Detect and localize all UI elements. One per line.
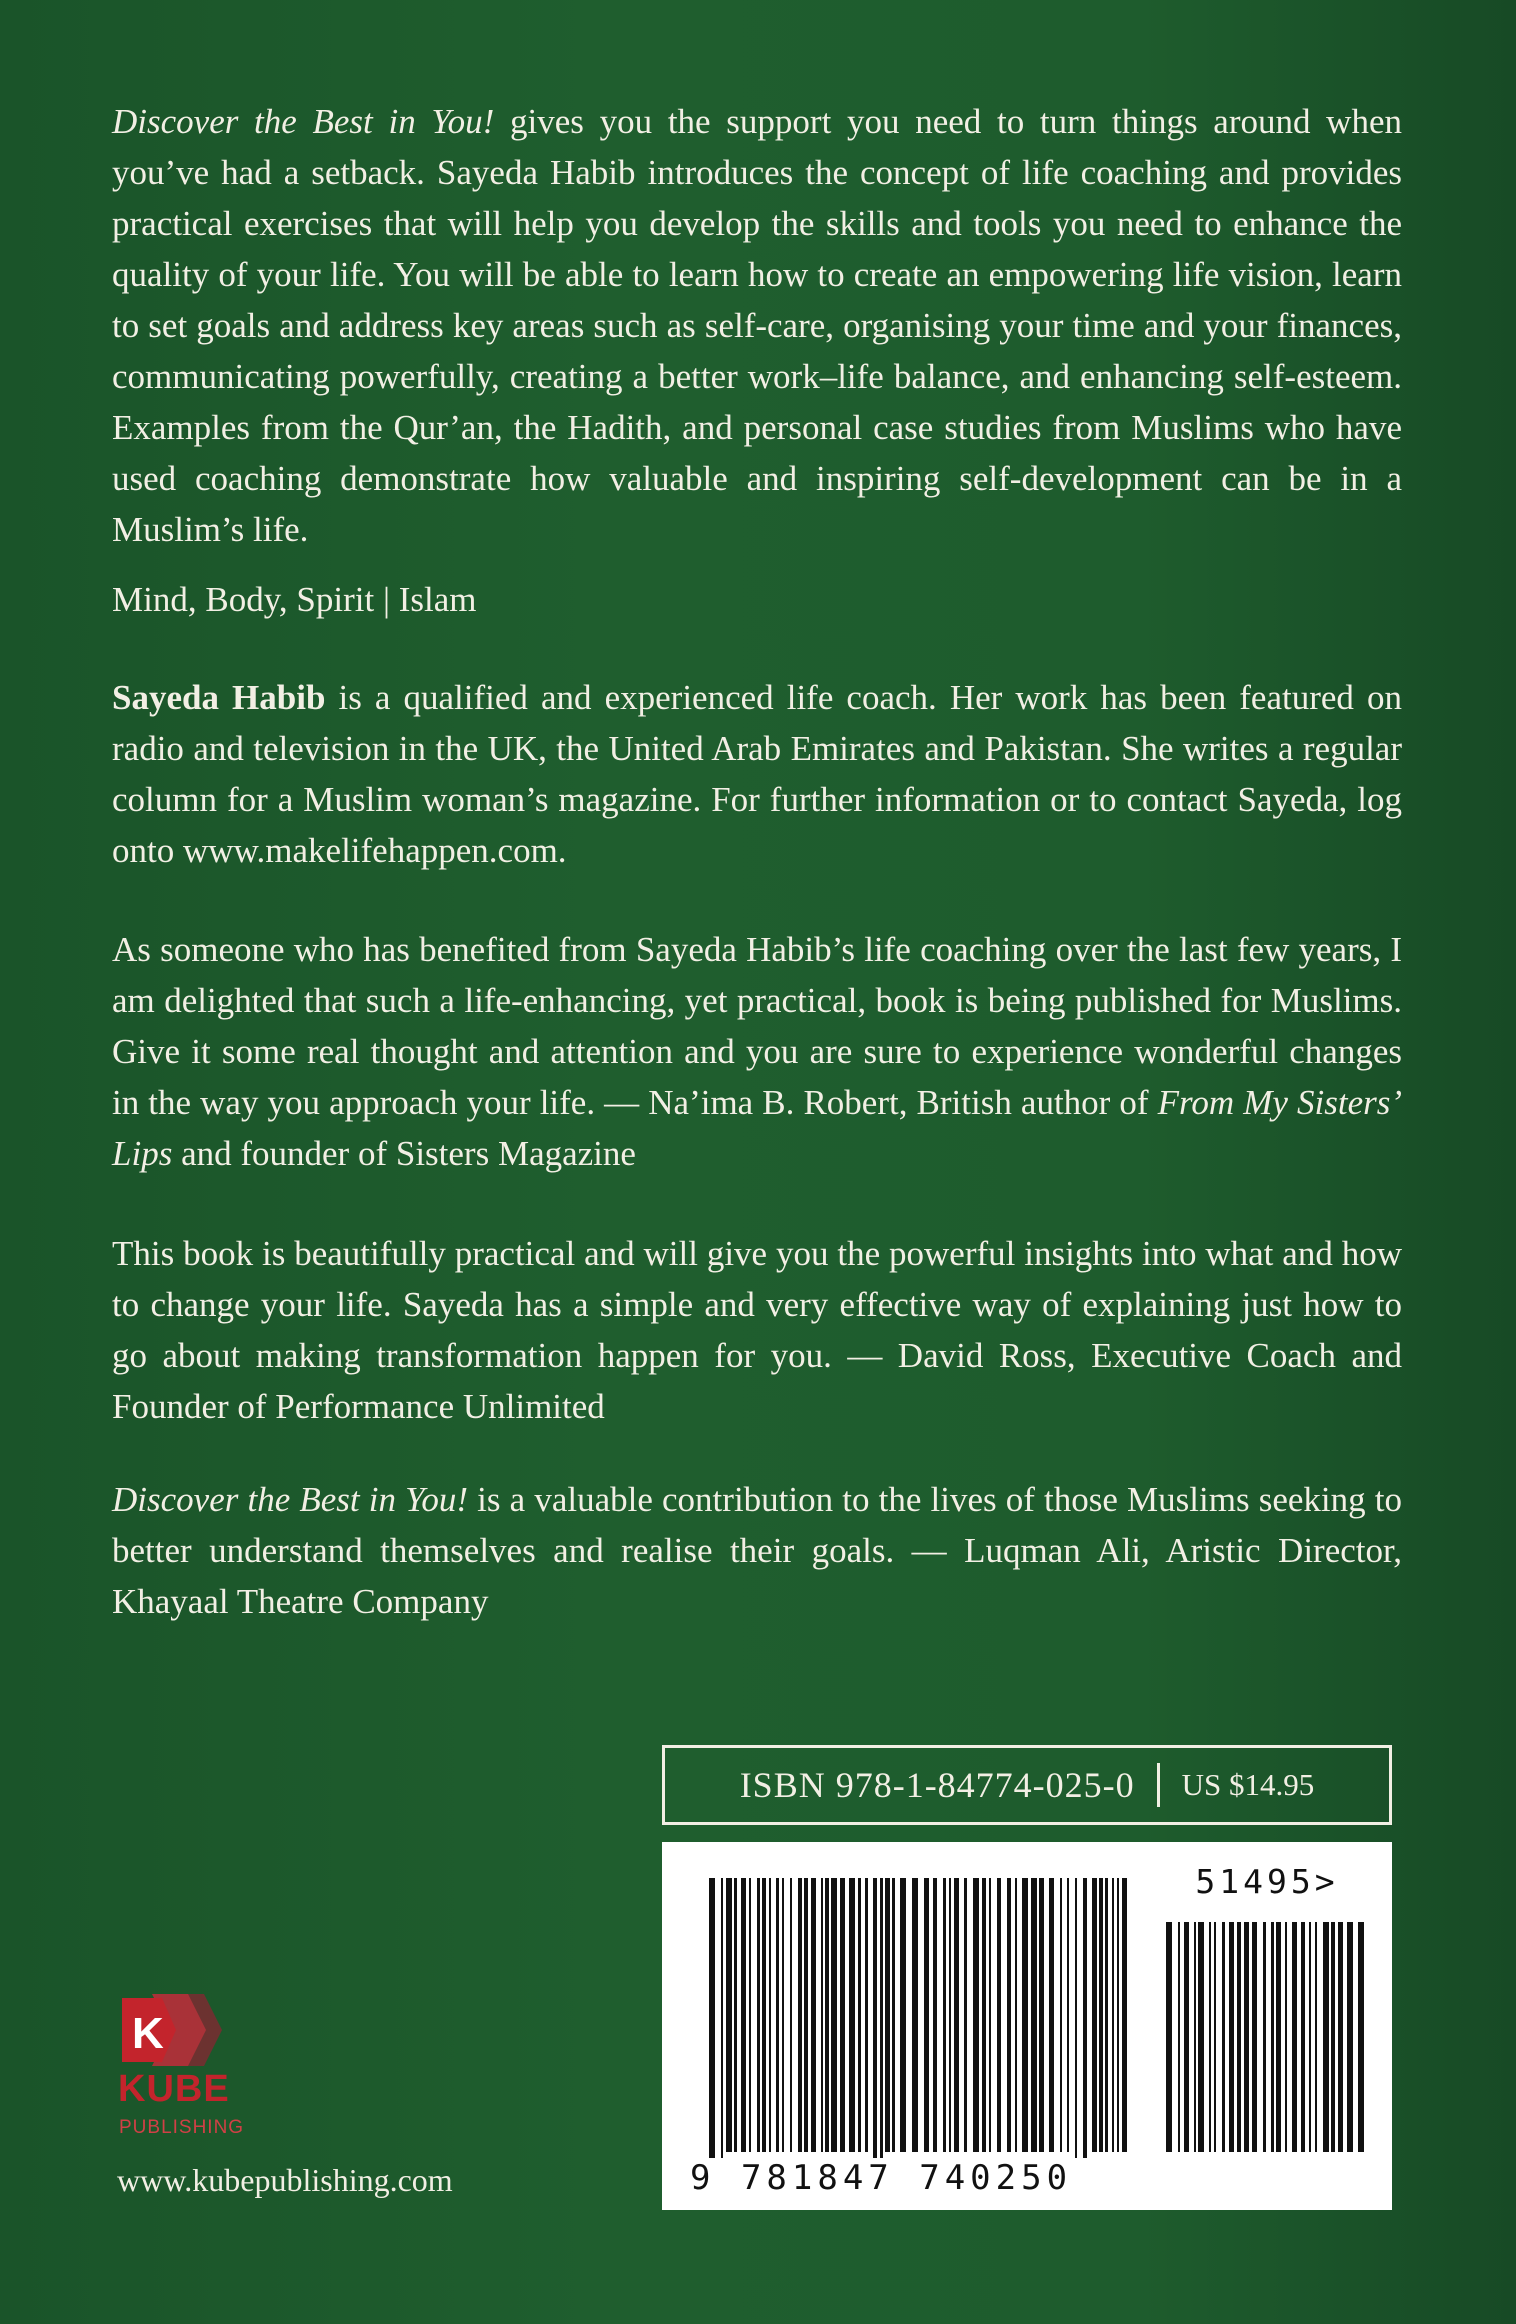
barcode-bar — [1031, 1878, 1037, 2152]
barcode-bar — [989, 1878, 991, 2152]
endorsement-quote — [112, 1474, 1402, 1627]
barcode-bar — [1309, 1922, 1311, 2152]
barcode-bar — [1122, 1878, 1127, 2152]
quote-text-end: is a valuable contribution to the lives of those Muslims seeking to better understand themselves and realise their goals. — Luqman Ali, Aristic Director, Khayaal Theatre Company — [112, 1480, 1402, 1621]
barcode-ean-digits: 9 781847 740250 — [686, 2158, 1140, 2198]
barcode-bar — [1022, 1878, 1028, 2152]
barcode-bar — [811, 1878, 816, 2152]
barcode-bar — [900, 1878, 906, 2152]
barcode-bar — [749, 1878, 751, 2152]
barcode-bar — [964, 1878, 967, 2152]
barcode-bar — [709, 1878, 715, 2168]
barcode-bar — [1049, 1878, 1054, 2152]
barcode-bar — [885, 1878, 890, 2152]
author-name: Sayeda Habib — [112, 678, 326, 717]
barcode-bar — [1067, 1878, 1069, 2152]
barcode-bar — [1209, 1922, 1211, 2152]
blurb-title: Discover the Best in You! — [112, 102, 495, 141]
barcode-bar — [912, 1878, 918, 2152]
barcode-bar — [1105, 1878, 1108, 2152]
quote-text: This book is beautifully practical and will give you the powerful insights into what and how to change your life. Sayeda has a simple and very effective way of explaining just how to go about making transformation happen for you. — David Ross, Executive Coach and Founder of Performance Unlimited — [112, 1234, 1402, 1426]
kube-logo-letter: K — [132, 2009, 164, 2058]
quote-text: As someone who has benefited from Sayeda Habib’s life coaching over the last few years, I am delighted that such a life-enhancing, yet practical, book is being published for Muslims. Give it some real thought and attention and you are sure to experience wonderful changes in the way you approach your life. — Na’ima B. Robert, British author of — [112, 930, 1402, 1122]
author-bio-text: is a qualified and experienced life coach. Her work has been featured on radio and television in the UK, the United Arab Emirates and Pakistan. She writes a regular column for a Muslim woman’s magazine. For further information or to contact Sayeda, log onto www.makelifehappen.com. — [112, 678, 1402, 870]
barcode-bar — [982, 1878, 986, 2152]
barcode-bar — [1315, 1922, 1317, 2152]
barcode-bar — [1338, 1922, 1343, 2152]
publisher-subtitle: PUBLISHING — [119, 2117, 245, 2138]
price-label: US $14.95 — [1181, 1767, 1315, 1802]
barcode-bar — [924, 1878, 929, 2152]
barcode-bar — [1117, 1878, 1119, 2152]
barcode-bar — [776, 1878, 779, 2152]
barcode-bar — [1198, 1922, 1204, 2152]
barcode-bar — [1083, 1878, 1087, 2168]
barcode-bar — [804, 1878, 808, 2152]
barcode-bar — [757, 1878, 760, 2152]
barcode-bar — [880, 1878, 883, 2168]
barcode-bar — [721, 1878, 723, 2168]
barcode-bar — [821, 1878, 823, 2152]
endorsement-quote — [112, 924, 1402, 1179]
barcode-bar — [1263, 1922, 1266, 2152]
barcode-bar — [1237, 1922, 1241, 2152]
publisher-website: www.kubepublishing.com — [117, 2162, 453, 2198]
barcode-bar — [782, 1878, 784, 2152]
barcode-bar — [1015, 1878, 1017, 2152]
barcode-bar — [933, 1878, 937, 2152]
barcode-bar — [1178, 1922, 1180, 2152]
ean-barcode — [707, 1878, 1127, 2168]
barcode-bar — [798, 1878, 802, 2152]
isbn-number: ISBN 978-1-84774-025-0 — [739, 1765, 1135, 1805]
barcode-bar — [1276, 1922, 1281, 2152]
barcode-bar — [892, 1878, 895, 2152]
barcode-bar — [741, 1878, 746, 2152]
barcode-bar — [1244, 1922, 1249, 2152]
isbn-price-box — [662, 1745, 1392, 1825]
barcode-bar — [1292, 1922, 1297, 2152]
barcode-bar — [769, 1878, 771, 2152]
quote-book-title: From My Sisters’ Lips — [112, 1083, 1403, 1173]
endorsement-quote — [112, 1228, 1402, 1432]
barcode-bar — [1271, 1922, 1274, 2152]
barcode-bar — [954, 1878, 959, 2152]
barcode-bar — [1222, 1922, 1225, 2152]
addon-barcode — [1164, 1922, 1364, 2168]
barcode-bar — [1347, 1922, 1353, 2152]
author-bio — [112, 672, 1402, 876]
barcode-bar — [1039, 1878, 1044, 2152]
barcode-bar — [1099, 1878, 1103, 2152]
barcode-bar — [790, 1878, 792, 2152]
quote-book-title: Discover the Best in You! — [112, 1480, 469, 1519]
barcode-bar — [762, 1878, 766, 2152]
barcode-bar — [831, 1878, 837, 2152]
barcode-bar — [1166, 1922, 1172, 2152]
barcode-bar — [1323, 1922, 1329, 2152]
barcode-bar — [873, 1878, 877, 2168]
blurb-text: gives you the support you need to turn things around when you’ve had a setback. Sayeda Habib introduces the concept of life coaching and provides practical exercises that will help you develop the skills and tools you need to enhance the quality of your life. You will be able to learn how to create an empowering life vision, learn to set goals and address key areas such as self-care, organising your time and your finances, communicating powerfully, creating a better work–life balance, and enhancing self-esteem. Examples from the Qur’an, the Hadith, and personal case studies from Muslims who have used coaching demonstrate how valuable and inspiring self-development can be in a Muslim’s life. — [112, 102, 1402, 549]
isbn-divider — [1157, 1763, 1160, 1807]
barcode-bar — [1075, 1878, 1077, 2168]
barcode-bar — [825, 1878, 829, 2152]
barcode-bar — [997, 1878, 1001, 2152]
barcode-bar — [1214, 1922, 1216, 2152]
quote-text-end: and founder of Sisters Magazine — [172, 1134, 636, 1173]
barcode-bar — [1252, 1922, 1257, 2152]
barcode-bar — [949, 1878, 951, 2152]
kube-books-icon — [118, 1990, 258, 2070]
barcode-bar — [1285, 1922, 1287, 2152]
barcode-bar — [1358, 1922, 1364, 2152]
publisher-name: KUBE — [118, 2068, 230, 2110]
barcode-bar — [840, 1878, 845, 2152]
barcode-panel — [662, 1842, 1392, 2210]
barcode-bar — [1331, 1922, 1335, 2152]
barcode-bar — [973, 1878, 979, 2152]
barcode-bar — [849, 1878, 855, 2152]
barcode-bar — [1112, 1878, 1114, 2152]
barcode-bar — [1194, 1922, 1196, 2152]
barcode-bar — [1007, 1878, 1011, 2152]
barcode-bar — [1092, 1878, 1097, 2152]
barcode-addon-digits: 51495> — [1195, 1862, 1339, 1901]
barcode-bar — [943, 1878, 946, 2152]
barcode-bar — [726, 1878, 732, 2152]
barcode-bar — [734, 1878, 737, 2152]
book-blurb — [112, 96, 1402, 555]
barcode-bar — [865, 1878, 868, 2152]
barcode-bar — [1301, 1922, 1305, 2152]
barcode-bar — [1229, 1922, 1234, 2152]
barcode-bar — [858, 1878, 861, 2152]
category-line: Mind, Body, Spirit | Islam — [112, 580, 477, 619]
barcode-bar — [1060, 1878, 1062, 2152]
barcode-bar — [1184, 1922, 1189, 2152]
